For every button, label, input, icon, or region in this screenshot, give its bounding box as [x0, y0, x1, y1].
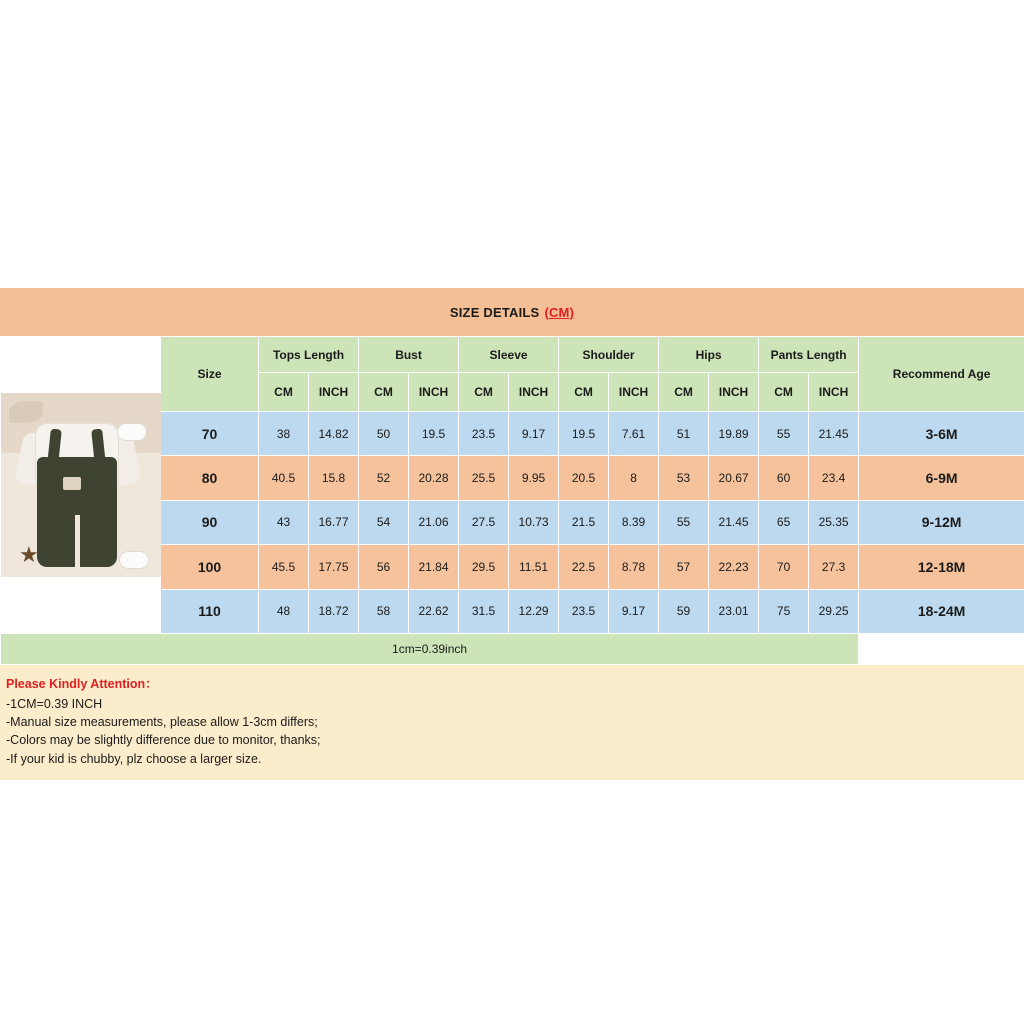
- header-sleeve: Sleeve: [459, 337, 559, 373]
- attention-note: [0, 665, 1024, 780]
- cell-sleeve-inch: 9.17: [509, 411, 559, 455]
- cell-hips-cm: 59: [659, 589, 709, 634]
- cell-pants-cm: 55: [759, 411, 809, 455]
- cell-tops-cm: 43: [259, 500, 309, 544]
- header-bust-inch: INCH: [409, 373, 459, 412]
- cell-age: 12-18M: [859, 545, 1024, 589]
- cell-bust-inch: 20.28: [409, 456, 459, 500]
- header-pants-inch: INCH: [809, 373, 859, 412]
- cell-size: 70: [161, 411, 259, 455]
- cell-hips-cm: 51: [659, 411, 709, 455]
- cell-hips-inch: 21.45: [709, 500, 759, 544]
- cell-tops-inch: 17.75: [309, 545, 359, 589]
- header-tops-cm: CM: [259, 373, 309, 412]
- header-hips: Hips: [659, 337, 759, 373]
- header-pants-length: Pants Length: [759, 337, 859, 373]
- attention-line-4: -If your kid is chubby, plz choose a larger size.: [6, 751, 262, 766]
- overall-leg-gap: [75, 515, 80, 569]
- cell-sleeve-inch: 11.51: [509, 545, 559, 589]
- cell-shoulder-inch: 8.39: [609, 500, 659, 544]
- header-size: Size: [161, 337, 259, 412]
- cell-shoulder-inch: 9.17: [609, 589, 659, 634]
- cell-shoulder-inch: 8: [609, 456, 659, 500]
- header-tops-inch: INCH: [309, 373, 359, 412]
- cell-hips-inch: 19.89: [709, 411, 759, 455]
- cell-sleeve-cm: 29.5: [459, 545, 509, 589]
- cell-pants-cm: 65: [759, 500, 809, 544]
- header-recommend-age: Recommend Age: [859, 337, 1024, 412]
- header-shoulder-inch: INCH: [609, 373, 659, 412]
- table-header-row-groups: [1, 337, 1024, 373]
- cell-hips-inch: 23.01: [709, 589, 759, 634]
- cell-sleeve-inch: 9.95: [509, 456, 559, 500]
- cell-bust-inch: 21.06: [409, 500, 459, 544]
- header-bust: Bust: [359, 337, 459, 373]
- cell-shoulder-inch: 8.78: [609, 545, 659, 589]
- cell-pants-inch: 29.25: [809, 589, 859, 634]
- attention-line-1: -1CM=0.39 INCH: [6, 697, 103, 712]
- header-shoulder-cm: CM: [559, 373, 609, 412]
- cell-sleeve-cm: 27.5: [459, 500, 509, 544]
- cell-tops-cm: 45.5: [259, 545, 309, 589]
- size-chart: [0, 288, 1024, 780]
- title-text: SIZE DETAILS: [449, 304, 540, 320]
- attention-line-3: -Colors may be slightly difference due to monitor, thanks;: [6, 733, 321, 748]
- header-tops-length: Tops Length: [259, 337, 359, 373]
- cell-sleeve-cm: 25.5: [459, 456, 509, 500]
- cell-age: 6-9M: [859, 456, 1024, 500]
- header-pants-cm: CM: [759, 373, 809, 412]
- decor-leaf-icon: [9, 401, 43, 423]
- cell-sleeve-cm: 31.5: [459, 589, 509, 634]
- cell-size: 110: [161, 589, 259, 634]
- cell-hips-cm: 53: [659, 456, 709, 500]
- cell-tops-inch: 18.72: [309, 589, 359, 634]
- cell-hips-inch: 20.67: [709, 456, 759, 500]
- cell-hips-cm: 57: [659, 545, 709, 589]
- header-sleeve-cm: CM: [459, 373, 509, 412]
- cell-hips-cm: 55: [659, 500, 709, 544]
- cell-sleeve-cm: 23.5: [459, 411, 509, 455]
- size-details-title: [0, 288, 1024, 336]
- shoe-bottom: [119, 551, 149, 569]
- cell-tops-cm: 48: [259, 589, 309, 634]
- cell-bust-cm: 54: [359, 500, 409, 544]
- cell-shoulder-inch: 7.61: [609, 411, 659, 455]
- cell-bust-cm: 56: [359, 545, 409, 589]
- conversion-row: [1, 634, 1024, 665]
- cell-tops-inch: 14.82: [309, 411, 359, 455]
- cell-bust-cm: 52: [359, 456, 409, 500]
- attention-line-2: -Manual size measurements, please allow 1-3cm differs;: [6, 715, 318, 730]
- cell-sleeve-inch: 12.29: [509, 589, 559, 634]
- cell-size: 80: [161, 456, 259, 500]
- cell-shoulder-cm: 21.5: [559, 500, 609, 544]
- cell-sleeve-inch: 10.73: [509, 500, 559, 544]
- cell-bust-inch: 22.62: [409, 589, 459, 634]
- cell-pants-inch: 23.4: [809, 456, 859, 500]
- header-shoulder: Shoulder: [559, 337, 659, 373]
- cell-pants-cm: 60: [759, 456, 809, 500]
- cell-pants-cm: 75: [759, 589, 809, 634]
- header-hips-inch: INCH: [709, 373, 759, 412]
- cell-pants-inch: 21.45: [809, 411, 859, 455]
- cell-pants-cm: 70: [759, 545, 809, 589]
- cell-bust-cm: 50: [359, 411, 409, 455]
- product-photo-cell: [1, 337, 161, 634]
- cell-bust-cm: 58: [359, 589, 409, 634]
- cell-pants-inch: 25.35: [809, 500, 859, 544]
- header-bust-cm: CM: [359, 373, 409, 412]
- cell-hips-inch: 22.23: [709, 545, 759, 589]
- header-hips-cm: CM: [659, 373, 709, 412]
- cell-age: 18-24M: [859, 589, 1024, 634]
- cell-shoulder-cm: 19.5: [559, 411, 609, 455]
- cell-size: 100: [161, 545, 259, 589]
- cell-shoulder-cm: 22.5: [559, 545, 609, 589]
- cell-tops-cm: 40.5: [259, 456, 309, 500]
- cell-bust-inch: 21.84: [409, 545, 459, 589]
- cell-tops-inch: 15.8: [309, 456, 359, 500]
- cell-age: 9-12M: [859, 500, 1024, 544]
- overall-patch: [63, 477, 81, 490]
- header-sleeve-inch: INCH: [509, 373, 559, 412]
- cell-bust-inch: 19.5: [409, 411, 459, 455]
- cell-shoulder-cm: 23.5: [559, 589, 609, 634]
- product-photo: [1, 337, 161, 633]
- cell-pants-inch: 27.3: [809, 545, 859, 589]
- cell-shoulder-cm: 20.5: [559, 456, 609, 500]
- conversion-note: 1cm=0.39inch: [1, 634, 859, 665]
- cell-tops-cm: 38: [259, 411, 309, 455]
- cell-tops-inch: 16.77: [309, 500, 359, 544]
- shoe-top: [117, 423, 147, 441]
- cell-age: 3-6M: [859, 411, 1024, 455]
- attention-heading: Please Kindly Attention：: [6, 677, 158, 691]
- title-unit: (CM): [544, 304, 575, 320]
- cell-size: 90: [161, 500, 259, 544]
- size-details-table: [0, 336, 1024, 665]
